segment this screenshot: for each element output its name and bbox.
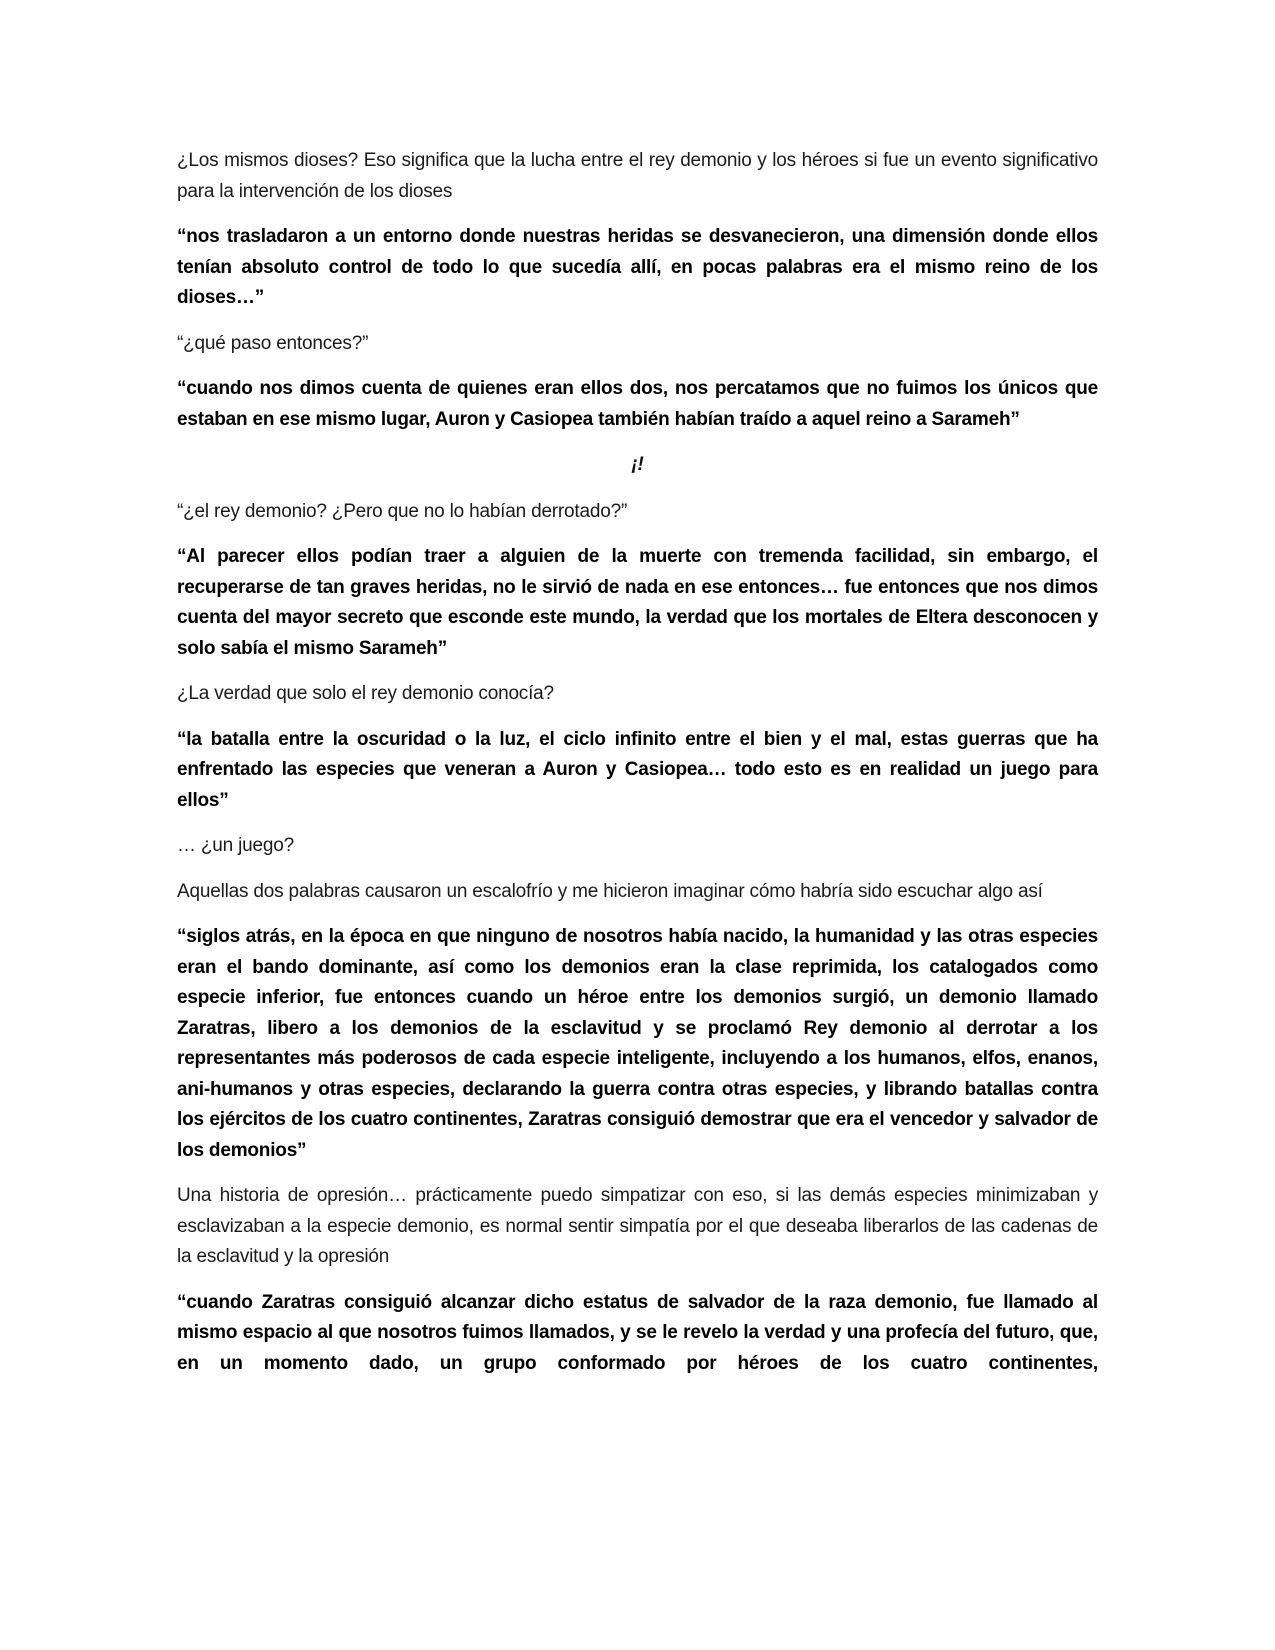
paragraph-narration: ¿La verdad que solo el rey demonio conocía?	[177, 683, 554, 704]
paragraph-dialogue: “¿el rey demonio? ¿Pero que no lo habían derrotado?”	[177, 500, 628, 522]
paragraph-narration: Aquellas dos palabras causaron un escalofrío y me hicieron imaginar cómo habría sido escuchar algo así	[177, 880, 1043, 902]
document-page	[177, 146, 1098, 1394]
exclamation-mark: ¡!	[631, 454, 644, 475]
paragraph-narration: … ¿un juego?	[177, 835, 294, 856]
paragraph-dialogue: “nos trasladaron a un entorno donde nuestras heridas se desvanecieron, una dimensión donde ellos tenían absoluto control de todo lo que sucedía allí, en pocas palabras era el mismo reino de los dioses…”	[177, 226, 1098, 308]
paragraph-dialogue: “siglos atrás, en la época en que ninguno de nosotros había nacido, la humanidad y las otras especies eran el bando dominante, así como los demonios eran la clase reprimida, los catalogados como especie inferior, fue entonces cuando un héroe entre los demonios surgió, un demonio llamado Zaratras, libero a los demonios de la esclavitud y se proclamó Rey demonio al derrotar a los representantes más poderosos de cada especie inteligente, incluyendo a los humanos, elfos, enanos, ani-humanos y otras especies, declarando la guerra contra otras especies, y librando batallas contra los ejércitos de los cuatro continentes, Zaratras consiguió demostrar que era el vencedor y salvador de los demonios”	[177, 926, 1098, 1161]
paragraph-narration: ¿Los mismos dioses? Eso significa que la lucha entre el rey demonio y los héroes si fue un evento significativo para la intervención de los dioses	[177, 150, 1098, 202]
paragraph-dialogue: “cuando nos dimos cuenta de quienes eran ellos dos, nos percatamos que no fuimos los únicos que estaban en ese mismo lugar, Auron y Casiopea también habían traído a aquel reino a Sarameh”	[177, 378, 1098, 430]
paragraph-dialogue: “la batalla entre la oscuridad o la luz, el ciclo infinito entre el bien y el mal, estas guerras que ha enfrentado las especies que veneran a Auron y Casiopea… todo esto es en realidad un juego para ellos”	[177, 728, 1098, 811]
paragraph-dialogue: “cuando Zaratras consiguió alcanzar dicho estatus de salvador de la raza demonio, fue llamado al mismo espacio al que nosotros fuimos llamados, y se le revelo la verdad y una profecía del futuro, que, en un momento dado, un grupo conformado por héroes de los cuatro continentes,	[177, 1291, 1098, 1374]
paragraph-dialogue: “¿qué paso entonces?”	[177, 332, 369, 354]
paragraph-dialogue: “Al parecer ellos podían traer a alguien de la muerte con tremenda facilidad, sin embargo, el recuperarse de tan graves heridas, no le sirvió de nada en ese entonces… fue entonces que nos dimos cuenta del mayor secreto que esconde este mundo, la verdad que los mortales de Eltera desconocen y solo sabía el mismo Sarameh”	[177, 546, 1098, 659]
paragraph-narration: Una historia de opresión… prácticamente puedo simpatizar con eso, si las demás especies minimizaban y esclavizaban a la especie demonio, es normal sentir simpatía por el que deseaba liberarlos de las cadenas de la esclavitud y la opresión	[177, 1185, 1098, 1267]
